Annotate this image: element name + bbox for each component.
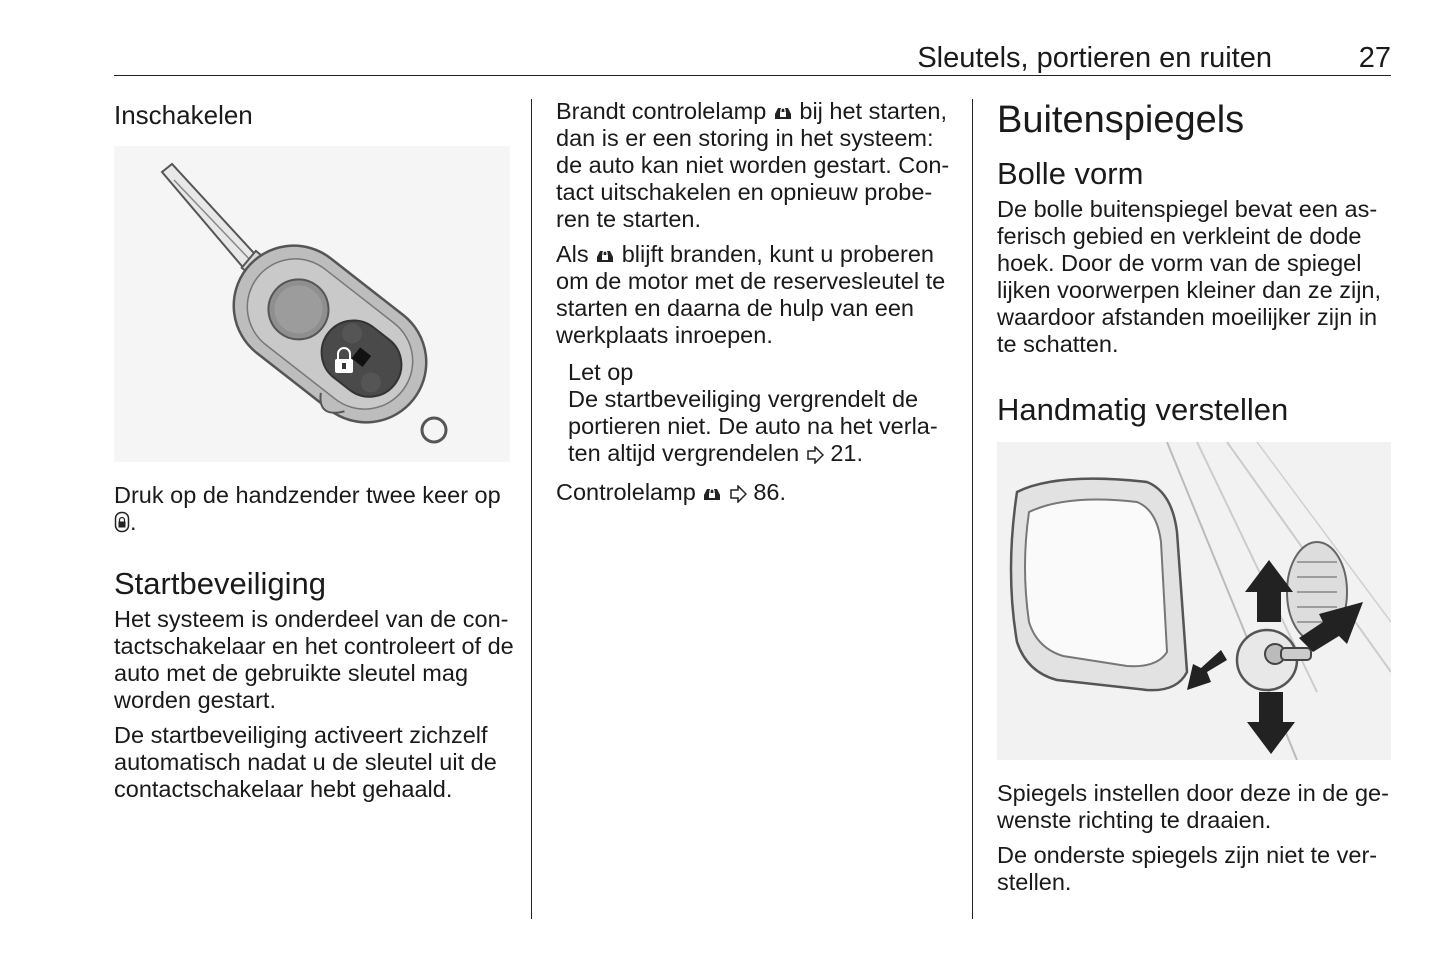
- header-rule: [114, 75, 1391, 76]
- running-header-title: Sleutels, portieren en ruiten: [917, 42, 1272, 74]
- bolle-vorm-text: De bolle buitenspiegel bevat een as-ferisch gebied en verkleint de dode hoek. Door de vorm van de spiegel lijken voorwerpen kleiner dan ze zijn, waardoor afstanden moeilijker zijn in te schatten.: [997, 196, 1382, 357]
- mirror-adjustment-illustration: [997, 442, 1391, 760]
- section-title-startbeveiliging: Startbeveiliging: [114, 566, 326, 601]
- section-title-handmatig-verstellen: Handmatig verstellen: [997, 392, 1289, 427]
- key-caption-period: .: [130, 509, 137, 535]
- column-1: [114, 98, 514, 803]
- page-reference-arrow-icon: [729, 485, 747, 503]
- controlelamp-reference: [556, 479, 954, 506]
- page-number: 27: [1358, 42, 1391, 74]
- section-title-bolle-vorm: Bolle vorm: [997, 156, 1144, 191]
- storing-text-before: Brandt controlelamp: [556, 98, 767, 124]
- startbeveiliging-para-1: Het systeem is onderdeel van de con-tactschakelaar en het controleert of de auto met de gebruikte sleutel mag worden gestart.: [114, 606, 514, 713]
- mirror-caption-1: Spiegels instellen door deze in de ge-wenste richting te draaien.: [997, 780, 1389, 833]
- mirror-caption-2: De onderste spiegels zijn niet te ver-stellen.: [997, 842, 1378, 895]
- key-caption-text: Druk op de handzender twee keer op: [114, 482, 501, 508]
- immobilizer-warning-icon: [773, 102, 793, 122]
- chapter-title-buitenspiegels: Buitenspiegels: [997, 99, 1245, 141]
- immobilizer-warning-icon: [702, 483, 722, 503]
- controlelamp-page-ref[interactable]: 86.: [753, 479, 787, 505]
- branden-text-before: Als: [556, 241, 589, 267]
- branden-paragraph: [556, 241, 954, 349]
- storing-paragraph: [556, 98, 954, 233]
- key-fob-lock-icon: [114, 511, 130, 533]
- branden-text-after: blijft branden, kunt u proberen om de motor met de reservesleutel te starten en daarna de hulp van een werkplaats inroepen.: [556, 241, 946, 348]
- page-reference-arrow-icon: [806, 446, 824, 464]
- note-block: [556, 359, 954, 467]
- controlelamp-label: Controlelamp: [556, 479, 696, 505]
- note-page-ref[interactable]: 21.: [830, 440, 863, 466]
- immobilizer-warning-icon: [595, 245, 615, 265]
- startbeveiliging-para-2: De startbeveiliging activeert zichzelf automatisch nadat u de sleutel uit de contactschakelaar hebt gehaald.: [114, 722, 497, 802]
- column-3: [997, 98, 1391, 896]
- key-fob-illustration: [114, 146, 510, 462]
- column-2: [556, 98, 954, 506]
- note-text: De startbeveiliging vergrendelt de portieren niet. De auto na het verla-ten altijd vergrendelen: [568, 386, 938, 466]
- note-label: Let op: [568, 359, 634, 385]
- column-divider-1: [531, 99, 532, 919]
- subheading-inschakelen: Inschakelen: [114, 100, 253, 130]
- column-divider-2: [972, 99, 973, 919]
- storing-text-after: bij het starten, dan is er een storing in het systeem: de auto kan niet worden gestart. Con-tact uitschakelen en opnieuw probe-ren te starten.: [556, 98, 950, 232]
